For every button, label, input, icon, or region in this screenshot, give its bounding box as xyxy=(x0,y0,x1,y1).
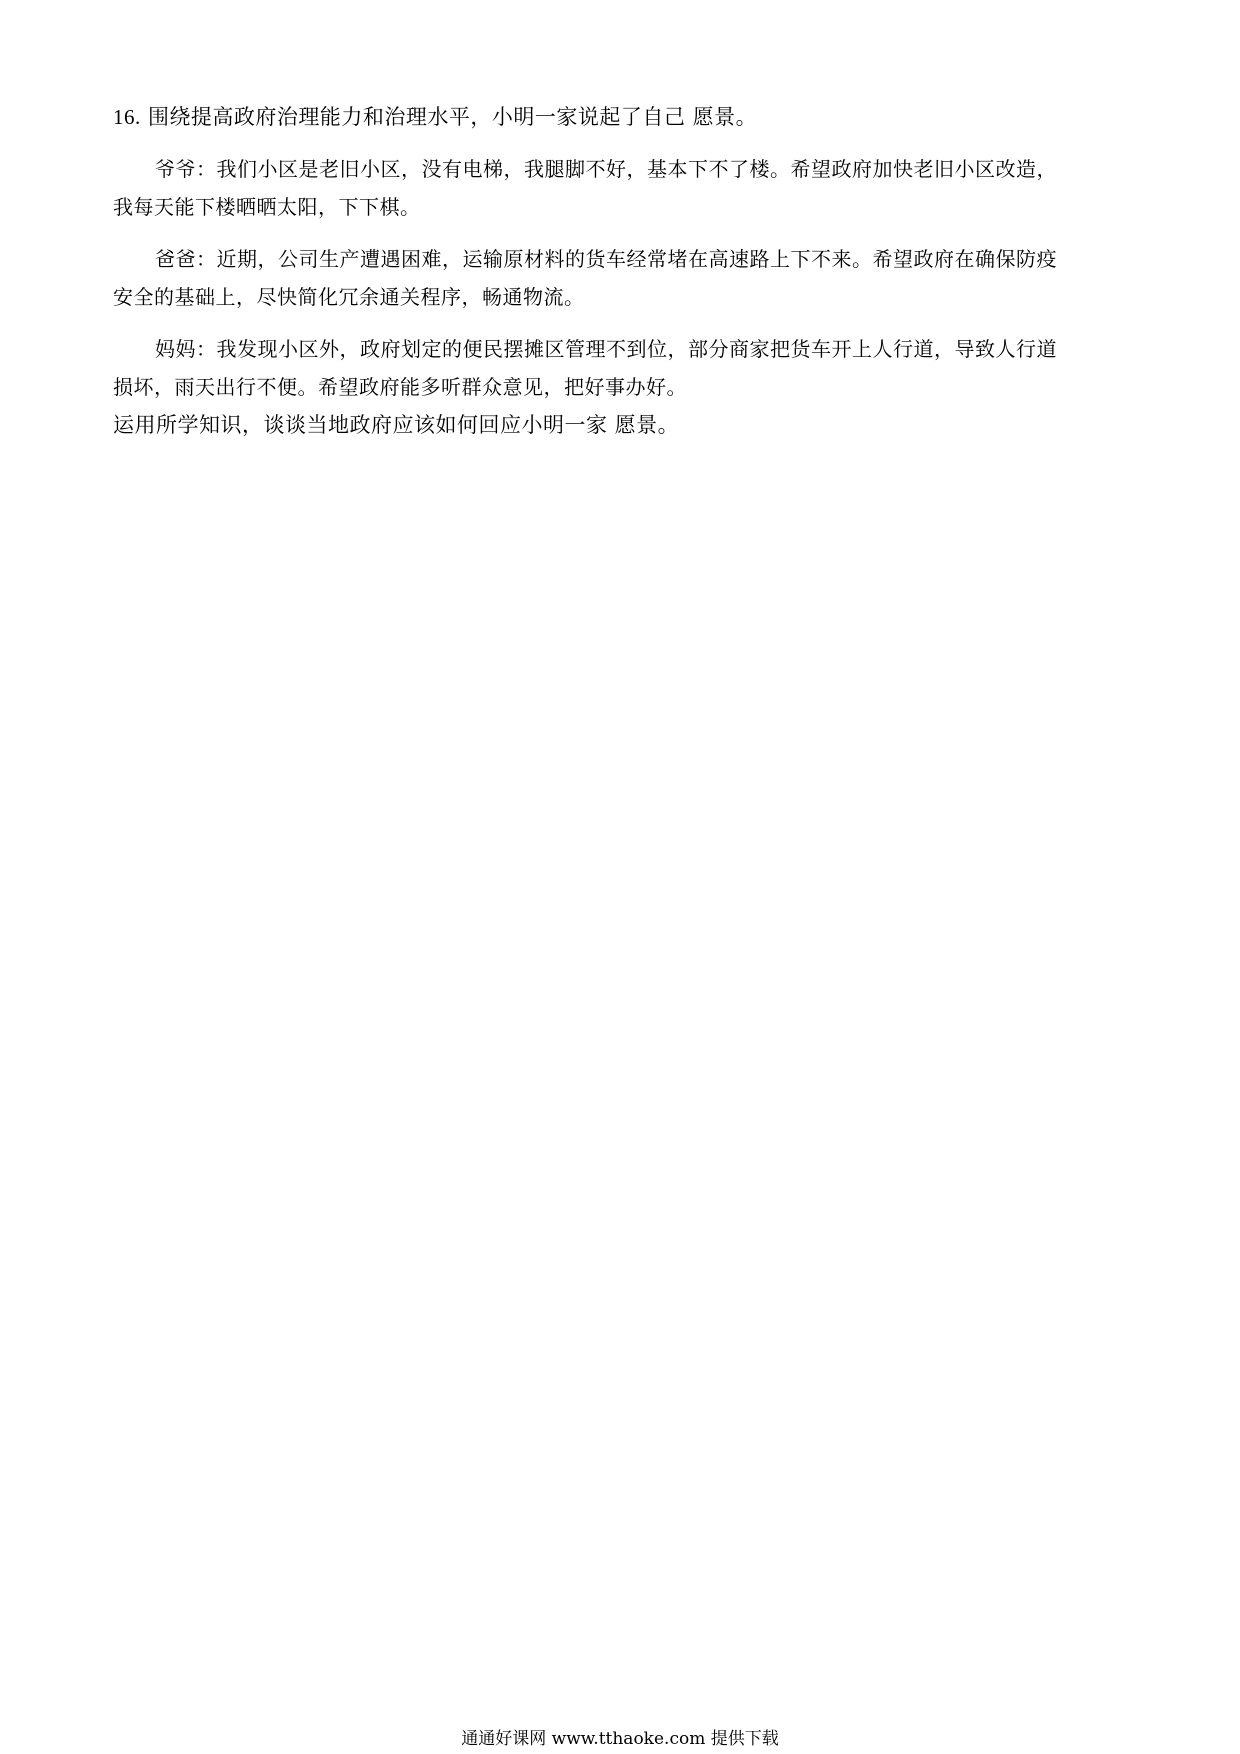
mom-line-2: 损坏，雨天出行不便。希望政府能多听群众意见，把好事办好。 xyxy=(113,375,687,399)
dad-line-2: 安全的基础上，尽快简化冗余通关程序，畅通物流。 xyxy=(113,285,585,309)
grandpa-line-1: 爷爷：我们小区是老旧小区，没有电梯，我腿脚不好，基本下不了楼。希望政府加快老旧小区改造， xyxy=(155,157,1057,181)
footer-source: 通通好课网 www.tthaoke.com 提供下载 xyxy=(461,1729,779,1749)
question-block xyxy=(113,98,1128,444)
grandpa-paragraph xyxy=(113,150,1128,226)
dad-paragraph xyxy=(113,240,1128,316)
question-prompt: 围绕提高政府治理能力和治理水平，小明一家说起了自己 愿景。 xyxy=(147,105,758,129)
question-number: 16. xyxy=(113,105,141,129)
mom-line-1: 妈妈：我发现小区外，政府划定的便民摆摊区管理不到位，部分商家把货车开上人行道，导致人行道 xyxy=(155,337,1057,361)
question-prompt-line xyxy=(113,98,1128,136)
dad-line-1: 爸爸：近期，公司生产遭遇困难，运输原材料的货车经常堵在高速路上下不来。希望政府在确保防疫 xyxy=(155,247,1057,271)
mom-paragraph xyxy=(113,330,1128,406)
grandpa-line-2: 我每天能下楼晒晒太阳，下下棋。 xyxy=(113,195,421,219)
task-instruction: 运用所学知识，谈谈当地政府应该如何回应小明一家 愿景。 xyxy=(113,413,680,437)
